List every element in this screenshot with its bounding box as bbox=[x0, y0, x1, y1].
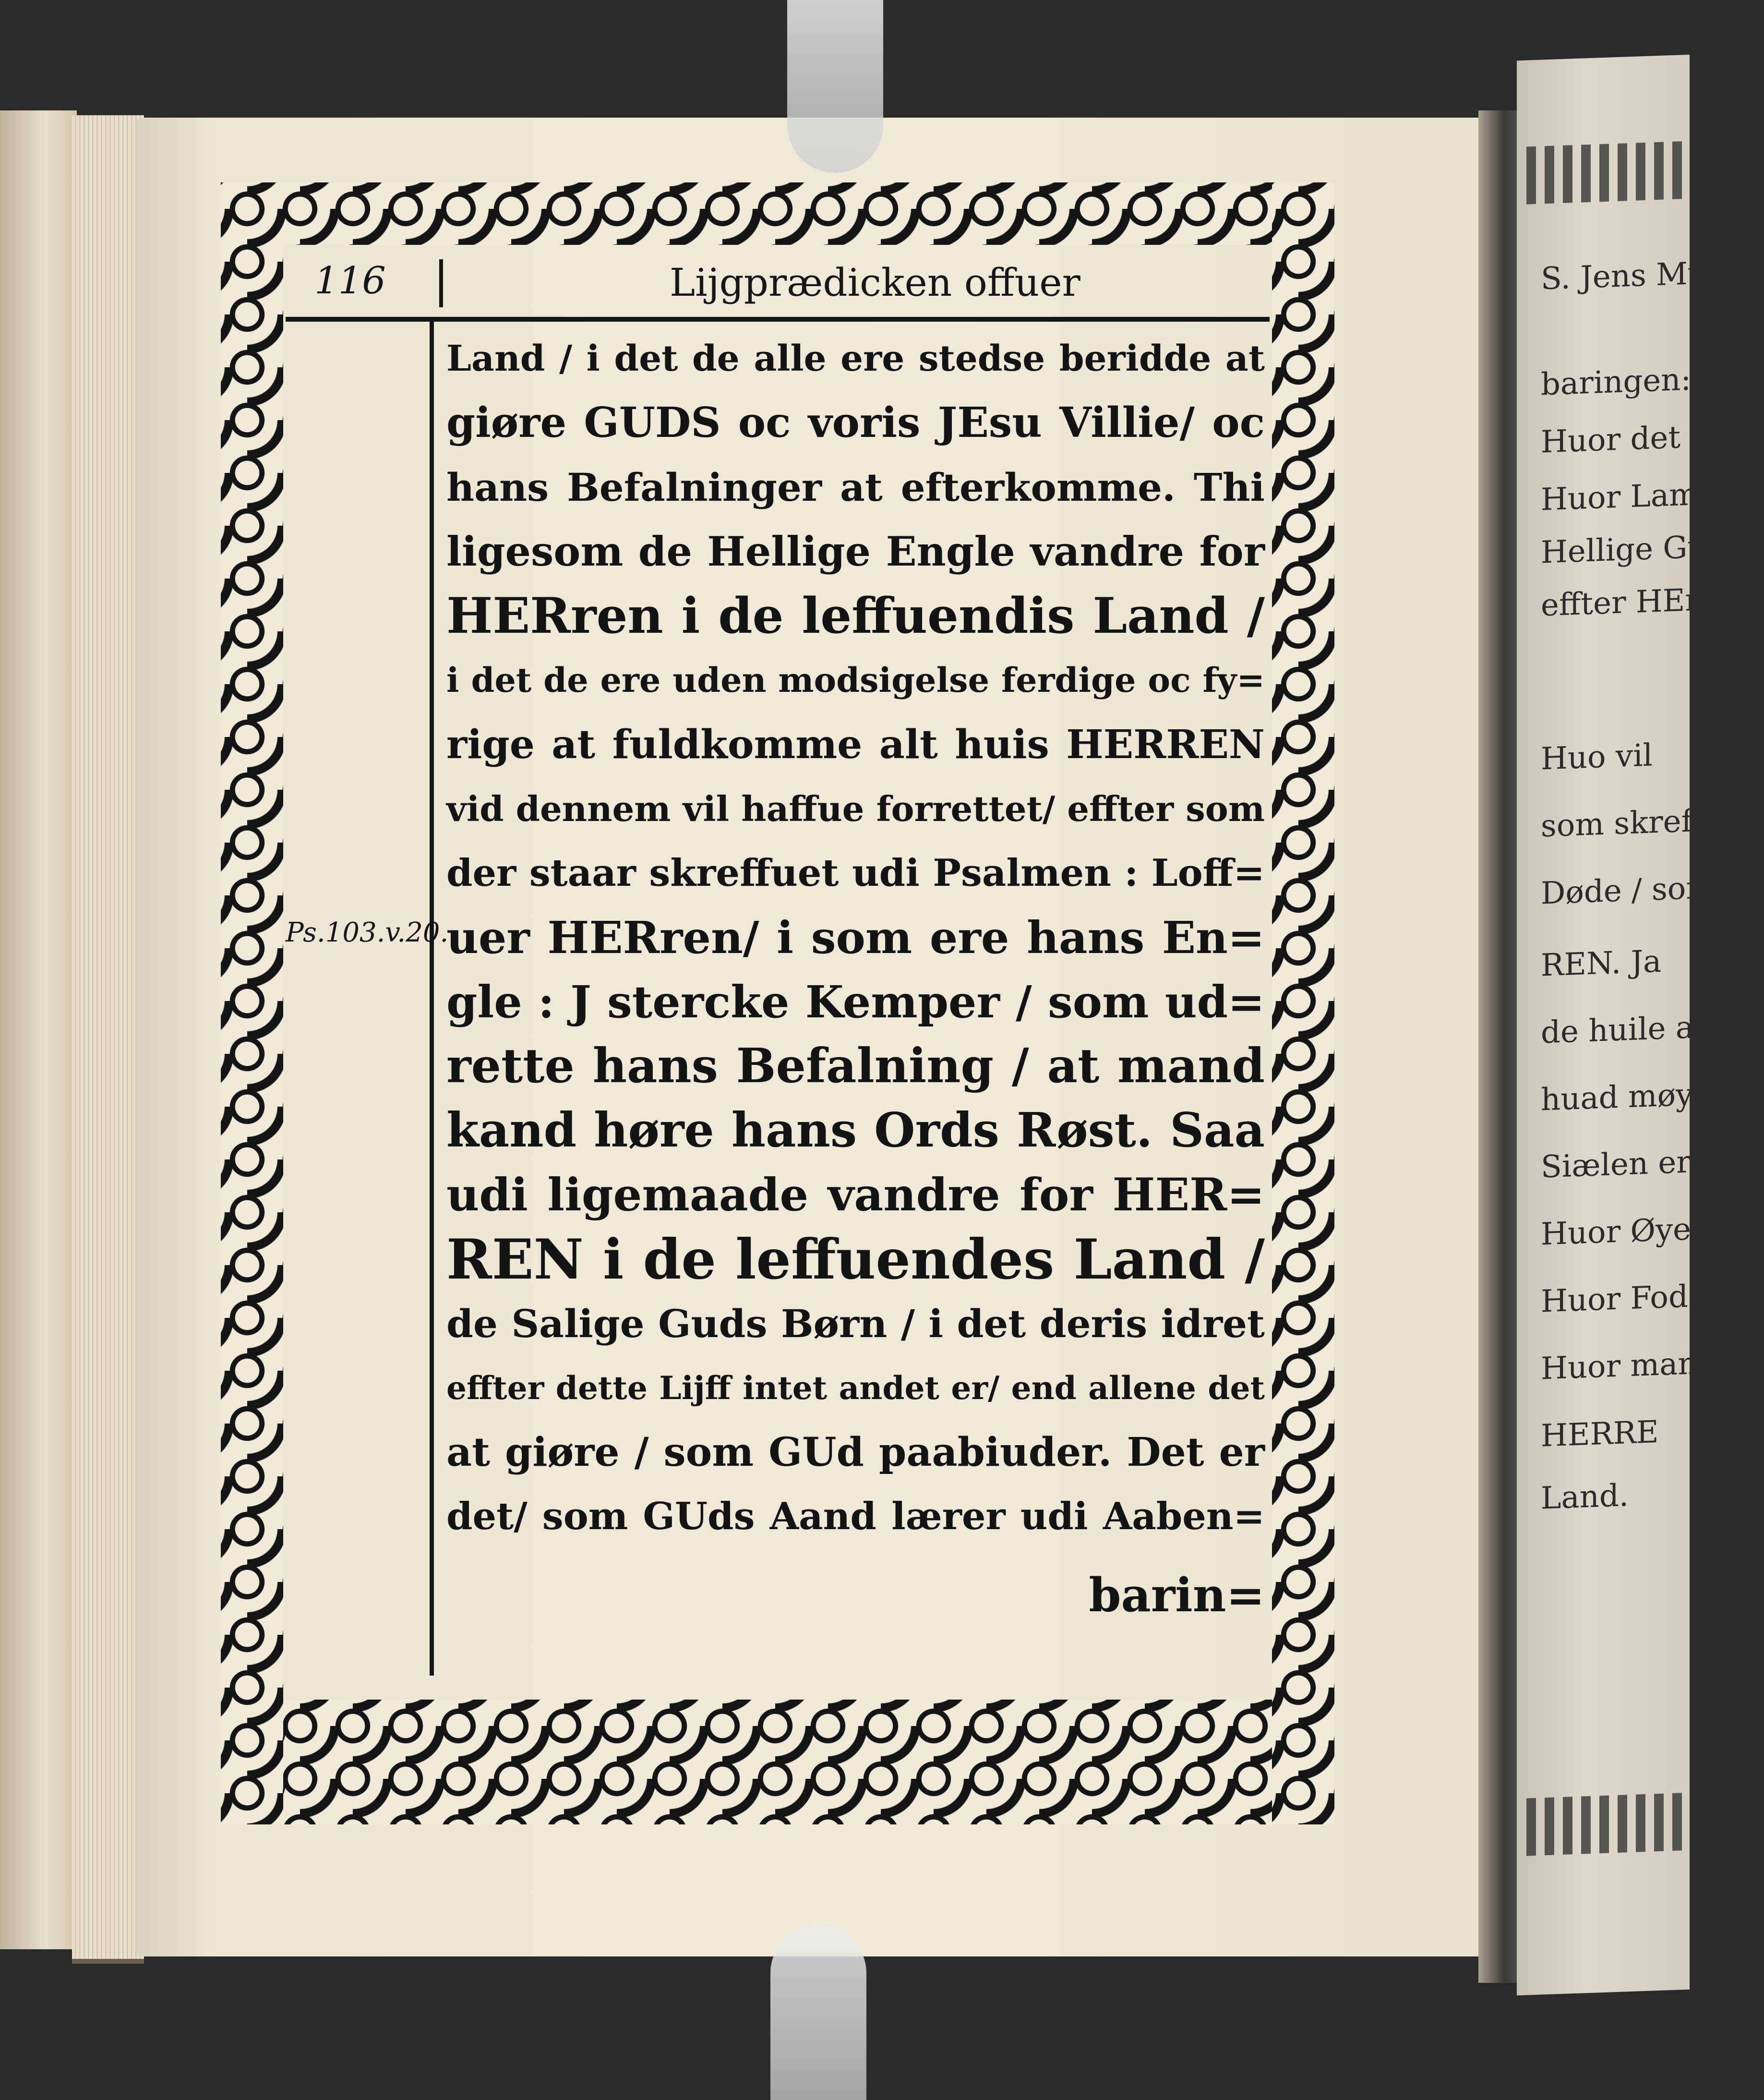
facing-text-line: Land. bbox=[1541, 1478, 1629, 1517]
facing-page-ornament bbox=[1526, 1792, 1699, 1856]
facing-text-line: HERRE bbox=[1541, 1414, 1659, 1454]
page-clip-bottom bbox=[770, 1925, 866, 2100]
text-line: gle : J stercke Kemper / som ud= bbox=[446, 976, 1265, 1028]
text-line: REN i de leffuendes Land / bbox=[446, 1227, 1265, 1291]
text-line: hans Befalninger at efterkomme. Thi bbox=[446, 465, 1265, 510]
header-divider bbox=[439, 259, 443, 307]
text-line: effter dette Lijff intet andet er/ end allene det bbox=[446, 1369, 1265, 1407]
facing-text-line: Huor mand bbox=[1541, 1345, 1717, 1387]
margin-rule bbox=[430, 322, 434, 1676]
page-clip-top bbox=[787, 0, 883, 173]
text-block bbox=[286, 250, 1270, 1690]
facing-text-line: effter HErren bbox=[1541, 580, 1752, 624]
ornament-band-top bbox=[221, 182, 1334, 245]
facing-text-line: Huor Øyet er bbox=[1541, 1209, 1746, 1253]
text-line: udi ligemaade vandre for HER= bbox=[446, 1169, 1265, 1221]
text-line: Land / i det de alle ere stedse beridde at bbox=[446, 338, 1265, 379]
running-head: Lijgprædicken offuer bbox=[670, 260, 1080, 305]
text-line: rette hans Befalning / at mand bbox=[446, 1038, 1265, 1094]
text-line: vid dennem vil haffue forrettet/ effter som bbox=[446, 788, 1265, 829]
page-header bbox=[286, 250, 1270, 322]
facing-text-line: Huor det gaar bbox=[1541, 417, 1762, 460]
ornament-band-left bbox=[221, 182, 283, 1824]
page-number: 116 bbox=[314, 259, 386, 302]
facing-page bbox=[1517, 55, 1764, 1996]
text-line: uer HERren/ i som ere hans En= bbox=[446, 912, 1265, 964]
scripture-reference: Ps.103.v.20. bbox=[286, 917, 449, 948]
book-cover-edge bbox=[0, 110, 77, 1949]
text-line: de Salige Guds Børn / i det deris idret bbox=[446, 1301, 1265, 1346]
ornament-band-right bbox=[1272, 182, 1334, 1824]
facing-text-line: Døde / som d bbox=[1541, 869, 1745, 912]
facing-text-line: baringen: Deß bbox=[1541, 359, 1764, 403]
facing-text-line: huad møye bbox=[1541, 1076, 1712, 1118]
facing-text-line: Hellige Guds bbox=[1541, 528, 1743, 571]
facing-text-line: Siælen er bbox=[1541, 1144, 1691, 1185]
text-line: i det de ere uden modsigelse ferdige oc fy= bbox=[446, 660, 1265, 700]
body-text bbox=[446, 326, 1265, 1628]
facing-text-line: REN. Ja bbox=[1541, 943, 1662, 984]
catchword: barin= bbox=[1089, 1568, 1265, 1622]
facing-text-line: de huile aff de bbox=[1541, 1007, 1764, 1051]
text-line: at giøre / som GUd paabiuder. Det er bbox=[446, 1429, 1265, 1475]
text-line: ligesom de Hellige Engle vandre for bbox=[446, 528, 1265, 575]
facing-text-line: Huor Lammet bbox=[1541, 474, 1758, 518]
text-line: HERren i de leffuendis Land / bbox=[446, 587, 1265, 645]
text-line: der staar skreffuet udi Psalmen : Loff= bbox=[446, 851, 1265, 895]
ornament-band-bottom bbox=[221, 1700, 1334, 1824]
facing-text-line: som skreffuet bbox=[1541, 801, 1753, 845]
facing-text-line: Huo vil bbox=[1541, 737, 1653, 777]
facing-text-line: S. Jens Mu bbox=[1541, 255, 1707, 297]
page-stack bbox=[72, 115, 144, 1964]
text-line: giøre GUDS oc voris JEsu Villie/ oc bbox=[446, 398, 1265, 447]
text-line: kand høre hans Ords Røst. Saa bbox=[446, 1103, 1265, 1158]
facing-page-ornament bbox=[1526, 141, 1699, 205]
facing-text-line: Huor Foden bbox=[1541, 1278, 1726, 1320]
text-line: rige at fuldkomme alt huis HERREN bbox=[446, 722, 1265, 768]
text-line: det/ som GUds Aand lærer udi Aaben= bbox=[446, 1495, 1265, 1538]
